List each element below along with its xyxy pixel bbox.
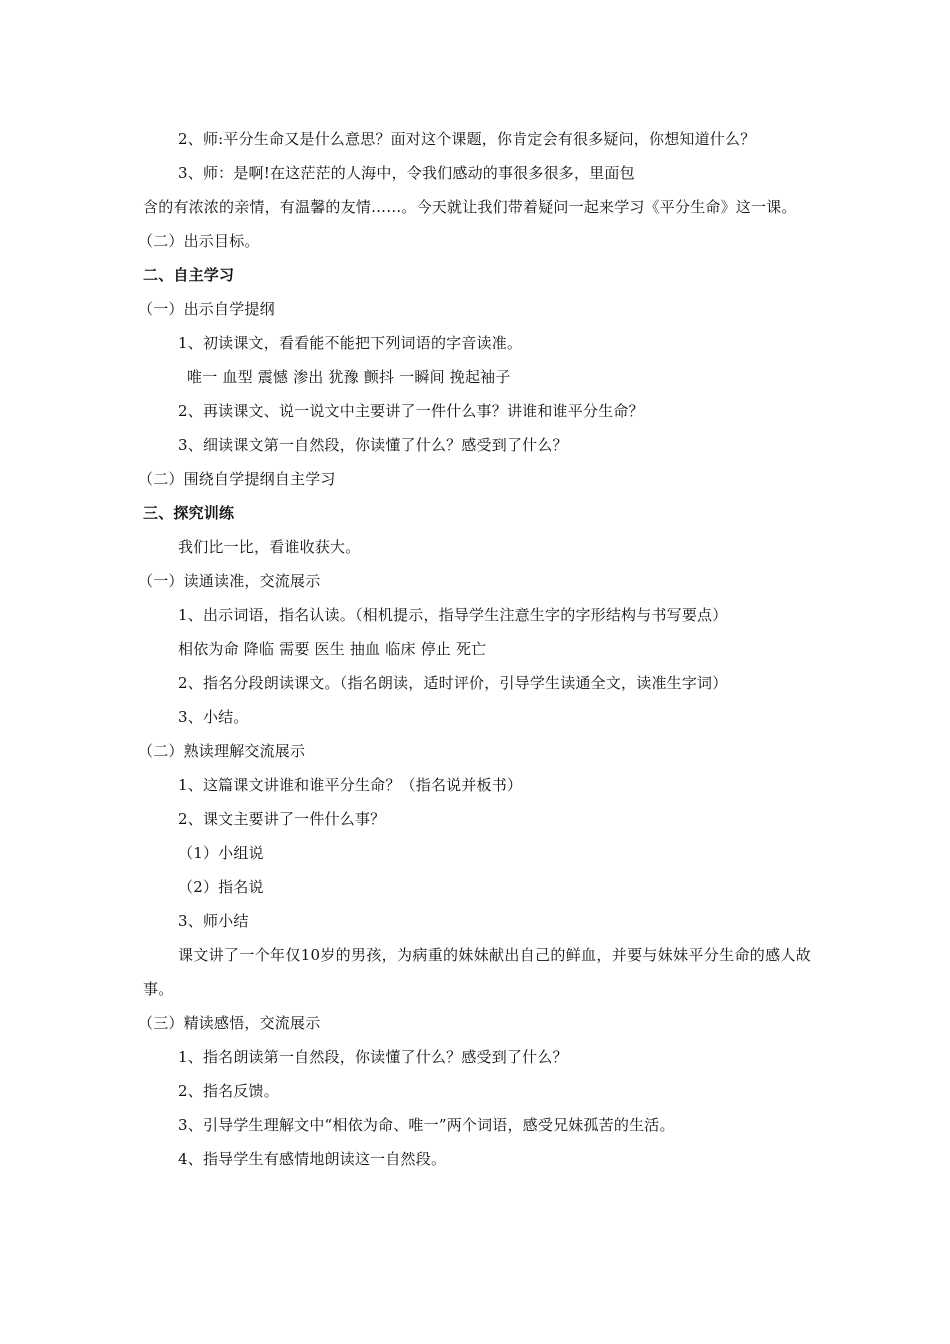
item-understand-words: 3、引导学生理解文中“相依为命、唯一”两个词语，感受兄妹孤苦的生活。 xyxy=(178,1116,675,1134)
item-read-first-paragraph: 1、指名朗读第一自然段，你读懂了什么？感受到了什么？ xyxy=(178,1048,568,1066)
section-show-goals: （二）出示目标。 xyxy=(138,232,260,250)
item-read-sections: 2、指名分段朗读课文。（指名朗读，适时评价，引导学生读通全文，读准生字词） xyxy=(178,674,728,692)
item-group-talk: （1）小组说 xyxy=(178,844,264,862)
subheading-understand: （二）熟读理解交流展示 xyxy=(138,742,306,760)
paragraph-story-summary: 课文讲了一个年仅10岁的男孩，为病重的妹妹献出自己的鲜血，并要与妹妹平分生命的感人故事。 xyxy=(143,946,811,998)
item-emotional-reading: 4、指导学生有感情地朗读这一自然段。 xyxy=(178,1150,447,1168)
paragraph-continuation: 含的有浓浓的亲情，有温馨的友情……。今天就让我们带着疑问一起来学习《平分生命》这一课。 xyxy=(143,198,797,216)
item-first-reading: 1、初读课文，看看能不能把下列词语的字音读准。 xyxy=(178,334,523,352)
subheading-self-study: （二）围绕自学提纲自主学习 xyxy=(138,470,336,488)
item-teacher-summary: 3、师小结 xyxy=(178,912,249,930)
document-body xyxy=(138,122,811,1176)
item-second-reading: 2、再读课文、说一说文中主要讲了一件什么事？讲谁和谁平分生命？ xyxy=(178,402,644,420)
paragraph-compare: 我们比一比，看谁收获大。 xyxy=(178,538,361,556)
word-list-2: 相依为命 降临 需要 医生 抽血 临床 停止 死亡 xyxy=(178,640,487,658)
item-show-words: 1、出示词语，指名认读。（相机提示，指导学生注意生字的字形结构与书写要点） xyxy=(178,606,728,624)
heading-self-study: 二、自主学习 xyxy=(143,266,235,284)
item-summary: 3、小结。 xyxy=(178,708,249,726)
subheading-intensive-reading: （三）精读感悟，交流展示 xyxy=(138,1014,321,1032)
word-list-1: 唯一 血型 震憾 渗出 犹豫 颤抖 一瞬间 挽起袖子 xyxy=(187,368,511,386)
heading-exploration: 三、探究训练 xyxy=(143,504,235,522)
item-careful-reading: 3、细读课文第一自然段，你读懂了什么？感受到了什么？ xyxy=(178,436,568,454)
subheading-read-accurately: （一）读通读准，交流展示 xyxy=(138,572,321,590)
item-who-shares: 1、这篇课文讲谁和谁平分生命？（指名说并板书） xyxy=(178,776,523,794)
subheading-study-outline: （一）出示自学提纲 xyxy=(138,300,275,318)
item-main-event: 2、课文主要讲了一件什么事？ xyxy=(178,810,386,828)
paragraph-question-2: 2、师:平分生命又是什么意思？面对这个课题，你肯定会有很多疑问，你想知道什么？ xyxy=(178,130,756,148)
item-feedback: 2、指名反馈。 xyxy=(178,1082,279,1100)
paragraph-teacher-3: 3、师：是啊!在这茫茫的人海中，令我们感动的事很多很多，里面包 xyxy=(178,164,635,182)
item-named-talk: （2）指名说 xyxy=(178,878,264,896)
